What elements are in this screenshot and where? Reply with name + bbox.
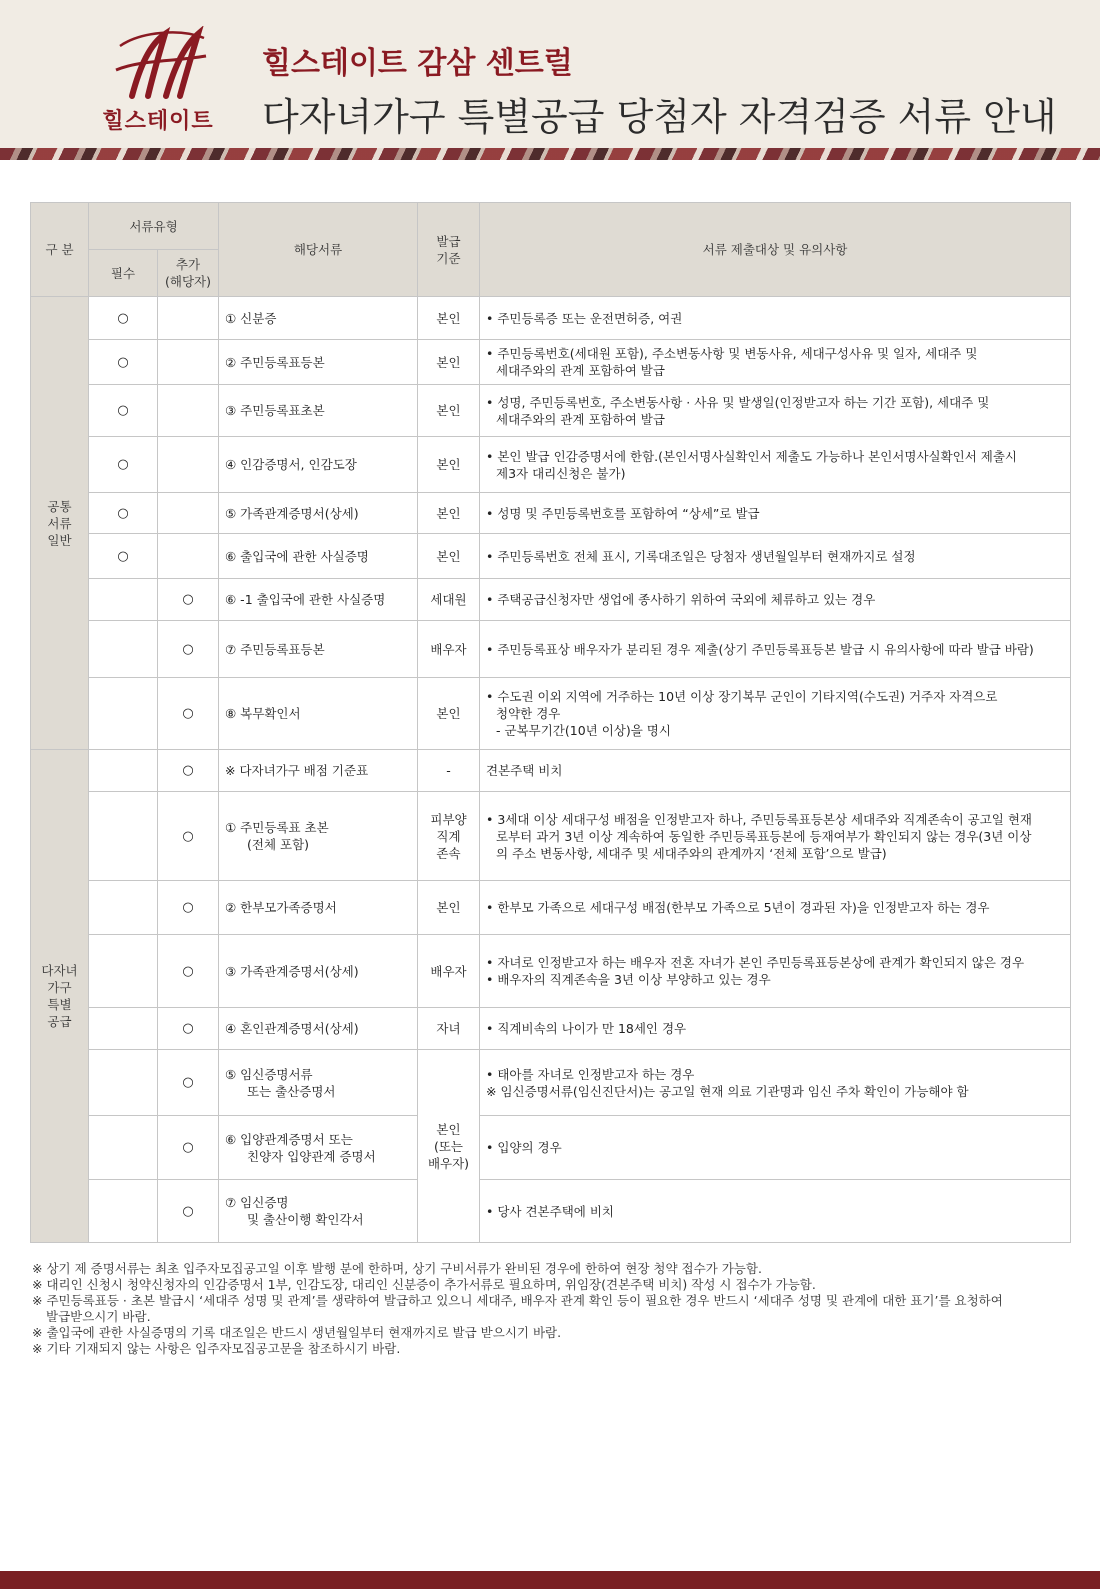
table-row (31, 437, 1071, 493)
footnotes (32, 1261, 1072, 1357)
table-row (31, 935, 1071, 1008)
issue-basis: 본인 (418, 678, 480, 750)
document-name: ① 신분증 (219, 297, 418, 340)
issue-basis: 본인 (418, 340, 480, 385)
required-mark: ○ (89, 437, 158, 493)
issue-basis: 본인 (418, 881, 480, 935)
category-cell: 공통 서류 일반 (31, 297, 89, 750)
footnote-line: ※ 출입국에 관한 사실증명의 기록 대조일은 반드시 생년월일부터 현재까지로 발급 받으시기 바람. (32, 1325, 562, 1340)
document-name: ⑤ 임신증명서류 또는 출산증명서 (219, 1050, 418, 1116)
additional-mark: ○ (158, 750, 219, 792)
document-name: ④ 혼인관계증명서(상세) (219, 1008, 418, 1050)
table-row (31, 493, 1071, 534)
notes-cell: • 한부모 가족으로 세대구성 배점(한부모 가족으로 5년이 경과된 자)을 인정받고자 하는 경우 (480, 881, 1071, 935)
additional-mark: ○ (158, 579, 219, 621)
issue-basis: 본인 (또는 배우자) (418, 1050, 480, 1243)
notes-cell: • 본인 발급 인감증명서에 한함.(본인서명사실확인서 제출도 가능하나 본인서명사실확인서 제출시 제3자 대리신청은 불가) (480, 437, 1071, 493)
notes-cell: • 당사 견본주택에 비치 (480, 1180, 1071, 1243)
additional-mark: ○ (158, 792, 219, 881)
document-name: ⑥ 입양관계증명서 또는 친양자 입양관계 증명서 (219, 1116, 418, 1180)
header (0, 0, 1100, 148)
document-name: ② 한부모가족증명서 (219, 881, 418, 935)
issue-basis: 배우자 (418, 621, 480, 678)
required-mark (89, 1008, 158, 1050)
notes-cell: • 입양의 경우 (480, 1116, 1071, 1180)
issue-basis: 배우자 (418, 935, 480, 1008)
notes-cell: • 성명 및 주민등록번호를 포함하여 “상세”로 발급 (480, 493, 1071, 534)
additional-mark (158, 385, 219, 437)
additional-mark (158, 340, 219, 385)
table-row (31, 1050, 1071, 1116)
notes-cell: • 성명, 주민등록번호, 주소변동사항 · 사유 및 발생일(인정받고자 하는 기간 포함), 세대주 및 세대주와의 관계 포함하여 발급 (480, 385, 1071, 437)
table-row (31, 1008, 1071, 1050)
notes-cell: • 주민등록번호 전체 표시, 기록대조일은 당첨자 생년월일부터 현재까지로 설정 (480, 534, 1071, 579)
notes-cell: • 직계비속의 나이가 만 18세인 경우 (480, 1008, 1071, 1050)
additional-mark: ○ (158, 1116, 219, 1180)
header-notes: 서류 제출대상 및 유의사항 (480, 203, 1071, 297)
required-mark: ○ (89, 385, 158, 437)
header-category: 구 분 (31, 203, 89, 297)
table-row (31, 385, 1071, 437)
notes-cell: • 주민등록번호(세대원 포함), 주소변동사항 및 변동사유, 세대구성사유 및 일자, 세대주 및 세대주와의 관계 포함하여 발급 (480, 340, 1071, 385)
table-row (31, 1116, 1071, 1180)
logo-text: 힐스테이트 (102, 109, 214, 134)
issue-basis: 본인 (418, 534, 480, 579)
table-row (31, 297, 1071, 340)
notes-cell: • 수도권 이외 지역에 거주하는 10년 이상 장기복무 군인이 기타지역(수도권) 거주자 자격으로 청약한 경우 - 군복무기간(10년 이상)을 명시 (480, 678, 1071, 750)
document-name: ⑦ 임신증명 및 출산이행 확인각서 (219, 1180, 418, 1243)
footnote-line: ※ 대리인 신청시 청약신청자의 인감증명서 1부, 인감도장, 대리인 신분증이 추가서류로 필요하며, 위임장(견본주택 비치) 작성 시 접수가 가능함. (32, 1277, 816, 1292)
document-name: ① 주민등록표 초본 (전체 포함) (219, 792, 418, 881)
document-name: ※ 다자녀가구 배점 기준표 (219, 750, 418, 792)
required-mark (89, 621, 158, 678)
header-additional: 추가 (해당자) (158, 250, 219, 297)
document-name: ③ 주민등록표초본 (219, 385, 418, 437)
table-row (31, 1180, 1071, 1243)
bottom-bar (0, 1571, 1100, 1589)
logo (88, 22, 228, 134)
category-cell: 다자녀 가구 특별 공급 (31, 750, 89, 1243)
issue-basis: 본인 (418, 297, 480, 340)
required-mark: ○ (89, 493, 158, 534)
table-row (31, 621, 1071, 678)
required-mark (89, 792, 158, 881)
document-name: ④ 인감증명서, 인감도장 (219, 437, 418, 493)
document-name: ⑧ 복무확인서 (219, 678, 418, 750)
document-name: ② 주민등록표등본 (219, 340, 418, 385)
header-issue-basis: 발급 기준 (418, 203, 480, 297)
footnote-line: 발급받으시기 바람. (46, 1309, 151, 1324)
additional-mark: ○ (158, 1008, 219, 1050)
header-required: 필수 (89, 250, 158, 297)
required-mark (89, 1050, 158, 1116)
document-name: ⑥ 출입국에 관한 사실증명 (219, 534, 418, 579)
table-row (31, 579, 1071, 621)
hillstate-logo-icon (110, 26, 210, 106)
additional-mark (158, 534, 219, 579)
document-name: ③ 가족관계증명서(상세) (219, 935, 418, 1008)
required-mark (89, 750, 158, 792)
table-row (31, 678, 1071, 750)
notes-cell: • 주택공급신청자만 생업에 종사하기 위하여 국외에 체류하고 있는 경우 (480, 579, 1071, 621)
page-title: 다자녀가구 특별공급 당첨자 자격검증 서류 안내 (262, 95, 1057, 139)
issue-basis: 자녀 (418, 1008, 480, 1050)
additional-mark: ○ (158, 1180, 219, 1243)
issue-basis: 본인 (418, 385, 480, 437)
additional-mark: ○ (158, 881, 219, 935)
notes-cell: • 태아를 자녀로 인정받고자 하는 경우 ※ 임신증명서류(임신진단서)는 공고일 현재 의료 기관명과 임신 주차 확인이 가능해야 함 (480, 1050, 1071, 1116)
additional-mark: ○ (158, 621, 219, 678)
issue-basis: 피부양 직계 존속 (418, 792, 480, 881)
notes-cell: 견본주택 비치 (480, 750, 1071, 792)
table-row (31, 750, 1071, 792)
footnote-line: ※ 주민등록표등 · 초본 발급시 ‘세대주 성명 및 관계’를 생략하여 발급하고 있으니 세대주, 배우자 관계 확인 등이 필요한 경우 반드시 ‘세대주 성명 및 관계에 대한 표기’를 요청하여 (32, 1293, 1003, 1308)
additional-mark (158, 437, 219, 493)
issue-basis: 세대원 (418, 579, 480, 621)
issue-basis: 본인 (418, 493, 480, 534)
additional-mark: ○ (158, 678, 219, 750)
required-mark: ○ (89, 340, 158, 385)
notes-cell: • 3세대 이상 세대구성 배점을 인정받고자 하나, 주민등록표등본상 세대주와 직계존속이 공고일 현재 로부터 과거 3년 이상 계속하여 동일한 주민등록표등본에 등재여부가 확인되지 않는 경우(3년 이상 의 주소 변동사항, 세대주 및 세대주와의 관계까지 ‘전체 포함’으로 발급) (480, 792, 1071, 881)
required-mark (89, 1116, 158, 1180)
additional-mark (158, 297, 219, 340)
issue-basis: - (418, 750, 480, 792)
issue-basis: 본인 (418, 437, 480, 493)
table-row (31, 340, 1071, 385)
required-mark: ○ (89, 297, 158, 340)
additional-mark (158, 493, 219, 534)
project-title: 힐스테이트 감삼 센트럴 (262, 46, 573, 81)
documents-table (30, 202, 1071, 1243)
required-mark (89, 678, 158, 750)
notes-cell: • 자녀로 인정받고자 하는 배우자 전혼 자녀가 본인 주민등록표등본상에 관계가 확인되지 않은 경우 • 배우자의 직계존속을 3년 이상 부양하고 있는 경우 (480, 935, 1071, 1008)
document-name: ⑤ 가족관계증명서(상세) (219, 493, 418, 534)
required-mark (89, 935, 158, 1008)
required-mark (89, 1180, 158, 1243)
footnote-line: ※ 기타 기재되지 않는 사항은 입주자모집공고문을 참조하시기 바람. (32, 1341, 401, 1356)
table-row (31, 792, 1071, 881)
notes-cell: • 주민등록증 또는 운전면허증, 여권 (480, 297, 1071, 340)
footnote-line: ※ 상기 제 증명서류는 최초 입주자모집공고일 이후 발행 분에 한하며, 상기 구비서류가 완비된 경우에 한하여 현장 청약 접수가 가능함. (32, 1261, 762, 1276)
required-mark (89, 881, 158, 935)
table-row (31, 534, 1071, 579)
table-row (31, 881, 1071, 935)
document-name: ⑥ -1 출입국에 관한 사실증명 (219, 579, 418, 621)
document-name: ⑦ 주민등록표등본 (219, 621, 418, 678)
header-document: 해당서류 (219, 203, 418, 297)
required-mark: ○ (89, 534, 158, 579)
header-doc-type: 서류유형 (89, 203, 219, 250)
additional-mark: ○ (158, 935, 219, 1008)
additional-mark: ○ (158, 1050, 219, 1116)
required-mark (89, 579, 158, 621)
decorative-brush-stripe (0, 148, 1100, 160)
notes-cell: • 주민등록표상 배우자가 분리된 경우 제출(상기 주민등록표등본 발급 시 유의사항에 따라 발급 바람) (480, 621, 1071, 678)
